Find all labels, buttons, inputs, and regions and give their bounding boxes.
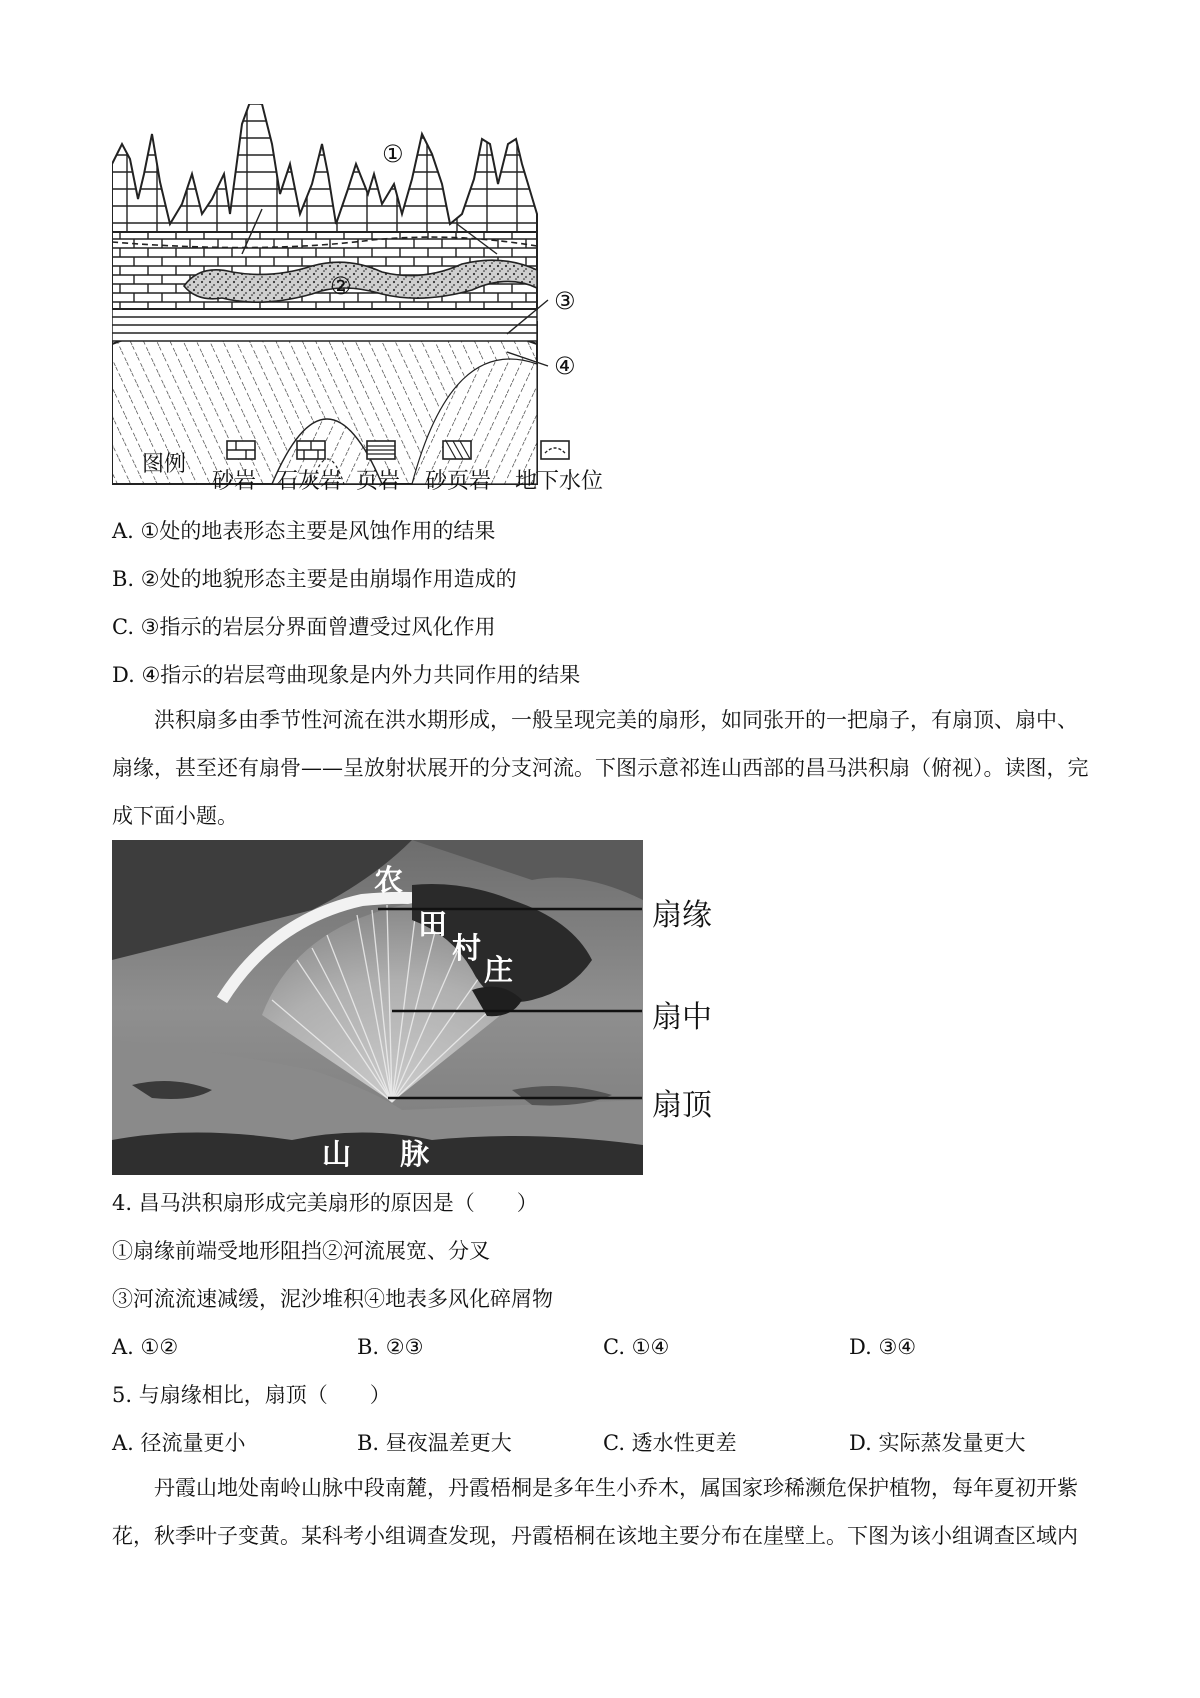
- label-fan-middle: 扇中: [652, 1000, 712, 1035]
- q5-option-c: C. 透水性更差: [603, 1431, 737, 1455]
- label-fan-top: 扇顶: [652, 1088, 712, 1123]
- label-shan: 山: [322, 1137, 352, 1171]
- legend-label-limestone: 石灰岩: [276, 469, 343, 494]
- mark-4: ④: [554, 352, 576, 380]
- legend-sandshale-icon: [442, 440, 472, 460]
- label-cun: 村: [452, 931, 482, 965]
- q5-option-a: A. 径流量更小: [112, 1431, 246, 1455]
- q4-option-b: B. ②③: [357, 1335, 424, 1359]
- label-fan-edge: 扇缘: [652, 898, 712, 933]
- q4-option-d: D. ③④: [849, 1335, 917, 1359]
- legend-label-sandstone: 砂岩: [212, 469, 257, 494]
- legend-label-shale: 页岩: [356, 469, 401, 494]
- legend-title: 图例: [142, 452, 187, 477]
- label-mai: 脉: [400, 1137, 430, 1171]
- q4-option-a: A. ①②: [112, 1335, 179, 1359]
- legend-sandstone-icon: [226, 440, 256, 460]
- legend-label-sandshale: 砂页岩: [425, 469, 492, 494]
- geology-cross-section-figure: [112, 104, 652, 496]
- q3-option-c: C. ③指示的岩层分界面曾遭受过风化作用: [112, 615, 496, 639]
- q5-stem: 5. 与扇缘相比，扇顶（ ）: [112, 1383, 391, 1407]
- passage-alluvial-fan: 洪积扇多由季节性河流在洪水期形成，一般呈现完美的扇形，如同张开的一把扇子，有扇顶、扇中、扇缘，甚至还有扇骨——呈放射状展开的分支河流。下图示意祁连山西部的昌马洪积扇（俯视）。读图，完成下面小题。: [112, 708, 1089, 828]
- label-tian: 田: [418, 907, 448, 941]
- legend-limestone-icon: [296, 440, 326, 460]
- q5-option-b: B. 昼夜温差更大: [357, 1431, 512, 1455]
- q5-option-d: D. 实际蒸发量更大: [849, 1431, 1026, 1455]
- fan-leader-lines: [370, 900, 650, 1110]
- legend-groundwater-icon: [540, 440, 570, 460]
- q4-stem: 4. 昌马洪积扇形成完美扇形的原因是（ ）: [112, 1191, 538, 1215]
- legend-shale-icon: [366, 440, 396, 460]
- q3-option-a: A. ①处的地表形态主要是风蚀作用的结果: [112, 519, 496, 543]
- mark-1: ①: [382, 140, 404, 168]
- mark-2: ②: [330, 272, 352, 300]
- q4-option-c: C. ①④: [603, 1335, 670, 1359]
- legend-label-groundwater: 地下水位: [515, 469, 604, 494]
- label-zhuang: 庄: [484, 953, 514, 987]
- mark-3: ③: [554, 287, 576, 315]
- q4-statements-1: ①扇缘前端受地形阻挡②河流展宽、分叉: [112, 1239, 490, 1263]
- cross-section-drawing: [112, 104, 652, 496]
- q3-option-b: B. ②处的地貌形态主要是由崩塌作用造成的: [112, 567, 517, 591]
- q3-option-d: D. ④指示的岩层弯曲现象是内外力共同作用的结果: [112, 663, 581, 687]
- label-nong: 农: [374, 863, 404, 897]
- passage-danxia: 丹霞山地处南岭山脉中段南麓，丹霞梧桐是多年生小乔木，属国家珍稀濒危保护植物，每年夏初开紫花，秋季叶子变黄。某科考小组调查发现，丹霞梧桐在该地主要分布在崖壁上。下图为该小组调查区域内: [112, 1476, 1078, 1548]
- q4-statements-2: ③河流流速减缓，泥沙堆积④地表多风化碎屑物: [112, 1287, 553, 1311]
